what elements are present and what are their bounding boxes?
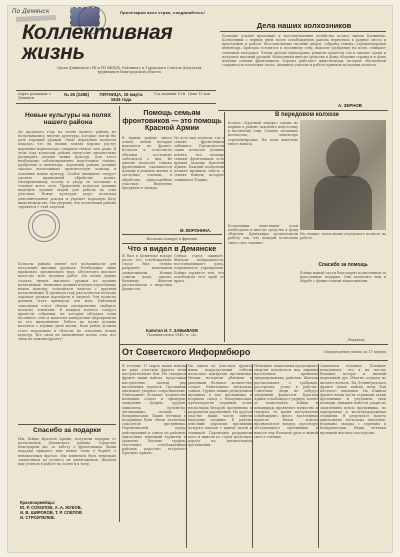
handwritten-note: По Демянск <box>12 8 50 15</box>
photo-figure-body <box>314 176 372 230</box>
center-text-1: В нашем районе много семей, члены которых находятся на фронте. Колхозы и сельсоветы обязаны постоянно заботиться о них. Во многих колхозах семьям фронтовиков оказывается помощь в ремонте жилья, в заготовке топлива, в обработке приусадебных участков. Выделены продукты и одежда. <box>122 136 172 190</box>
center-strip: Колхозы пишут о фронте <box>122 234 222 244</box>
center-text-3: Я был в Демянске вскоре после его освобождения. Город был сильно разрушен немецкими захватчиками. Немцы сожгли дома, школы, больницу. Жители рассказывали о зверствах фашистов. <box>122 254 172 292</box>
top-right-signature: А. ЗЕРНОВ <box>338 103 362 108</box>
bottom-heading: От Советского Информбюро <box>122 347 251 357</box>
center-heading: Помощь семьям фронтовиков — это помощь Красной Армии <box>122 110 222 133</box>
newspaper-title: Коллективная жизнь <box>22 21 173 64</box>
left-text-3: Мы, бойцы Красной Армии, получили подарки от колхозников Демянского района. Сердечно благодарим вас за заботу о фронтовиках. Ваши подарки придают нам новые силы в борьбе с ненавистным врагом. Мы клянемся бить немецких захватчиков до полного их уничтожения. Желаем вам успехов в работе на полях и в тылу. <box>18 437 116 466</box>
center-caption: Капитан И. Г. ЗАБЫВАЕВ <box>145 328 199 333</box>
left-text-1: До прошлого года на полях нашего района не возделывались многие культуры, которые могли бы дать хороший урожай. Опыт передовых колхозов показал, что на наших землях хорошо растут кормовые корнеплоды, сахарная свекла, лен, рожь. В этом году колхозам района предстоит значительно расширить посевы новых культур. Для этого необходимо заблаговременно подготовить семена, удобрения и инвентарь. Агрономы района должны оказать колхозникам практическую помощь в освоении новых культур. Особое внимание следует уделить правильной обработке почвы, своевременному посеву и уходу за посевами в течение всего лета. Правления колхозов должны выделить лучших людей для работы на этих участках. Новые культуры дадут колхозам дополнительные доходы и укрепят кормовую базу животноводства. Мы уверены, что колхозники района справятся с этой задачей. <box>18 130 116 209</box>
right-heading: В передовом колхозе <box>274 112 339 118</box>
left-text-2: Колхозы района имеют все возможности для получения высоких урожаев. Необходимо лишь правильно организовать труд, обеспечить высокое качество всех полевых работ. На полях нужно создать звенья высокого урожая из лучших колхозников. Звеньевые должны изучить агротехнику новых культур, поделиться опытом с другими колхозниками. В прошлом году ряд колхозов получил хорошие урожаи картофеля и овощей. Эти колхозы должны стать примером для всех. Районный земельный отдел обязан своевременно снабдить колхозы семенами. В каждом колхозе следует провести собрания, на которых обсудить план весеннего сева и наметить конкретные мероприятия по его выполнению. Работа на полях должна начаться с первых дней весны. Наш район должен стать передовым в области по освоению новых культур. Все силы на выполнение плана сева, все силы на помощь фронту! <box>18 262 116 341</box>
top-right-text: Большие усилия приложил к восстановлению хозяйства колхоз имени Калинина. Колхозники с первых дней после освобождения района вернулись в родные места и приступили к работе. Восстановлены скотные дворы, собраны семена, отремонтирован инвентарь. Бригады готовятся к весеннему севу, вывозят удобрения на поля, очищают семенной материал. Члены артели единодушно решили провести сев в сжатые сроки и получить высокий урожай. Колхозники внесли средства в фонд обороны страны и в фонд помощи семьям фронтовиков. Хорошо работают животноводы, которые обеспечили сохранность поголовья скота. Активное участие в работе приняла молодежь колхоза. <box>222 34 386 68</box>
center-article-heading: Что я видел в Демянске <box>127 244 217 253</box>
bottom-text-3: Немецкие захватчики продолжают зверски издеваться над мирным населением временно оккупированных районов. Жители рассказывают о грабежах, расстрелах, угоне в рабство. Советские люди не забудут злодеяний фашистов. Красная Армия освобождает родную землю от захватчиков. Бойцы и командиры проявляют мужество и героизм. За время наступления освобождено много населенных пунктов. Наши войска продвигаются вперед, преследуя отступающего противника и нанося ему большой урон в живой силе и технике. <box>254 364 318 439</box>
right-subheading: Спасибо за помощь <box>318 262 368 268</box>
center-text-2: Но есть еще колхозы, где о семьях фронтовиков забывают. Руководители таких колхозов должны понять, что помощь семьям фронтовиков есть прямая помощь Красной Армии. Каждый колхозник должен проявить заботу о семьях бойцов, которые защищают Родину. <box>174 136 224 182</box>
left-heading: Новые культуры на полях нашего района <box>24 112 111 126</box>
right-text-3: Бойцы нашей части благодарят колхозников за присланные подарки. Они помогают нам в борьбе с фашистскими захватчиками. <box>300 271 386 284</box>
newspaper-page <box>8 6 392 552</box>
bottom-subheading: Оперативная сводка за 17 марта <box>324 350 386 354</box>
photo-figure <box>326 138 360 178</box>
right-text-1: Колхоз «Красный пахарь» одним из первых в районе закончил подготовку к весеннему севу. Семена засыпаны полностью, инвентарь отремонтирован. На поля вывезено много навоза. <box>228 121 298 146</box>
signature-line: Ю. Р. СОКОЛОВ, А. А. ЖУКОВ, <box>20 505 82 510</box>
signature-line: Красноармейцы: <box>20 500 56 505</box>
photo-portrait <box>300 120 386 230</box>
masthead-subtitle: Орган Демянского РК и РИ ВКП(б), Районного и Городского Советов Депутатов трудящихся Новгородской области <box>56 66 202 75</box>
left-signatures <box>20 500 116 520</box>
issue-price: Цена 10 коп. <box>188 92 212 96</box>
masthead-slogan: Пролетарии всех стран, соединяйтесь! <box>120 10 206 15</box>
right-footer: Редактор <box>348 338 365 342</box>
postmark-inner-ring <box>32 214 56 238</box>
center-text-4: Сейчас город оживает. Жители возвращаются, восстанавливают дома, открываются учреждения. Бойцы гордятся тем, что освободили этот край от врага. <box>174 254 224 283</box>
bottom-text-4: Захвачены пленные. Пленные показывают, что в их частях большие потери и низкий моральный дух. Многие солдаты не желают воевать. На Ленинградском фронте наши войска вели бои местного значения. На Южном фронте наши части отражали атаки противника и улучшили свои позиции. Авиация нанесла удары по скоплениям войск противника, по аэродромам и железнодорожным станциям. В результате налета уничтожено несколько эшелонов, взорваны склады с горючим и боеприпасами. Наши летчики проявили высокое мастерство. <box>320 364 386 435</box>
issue-date: ПЯТНИЦА, 19 марта 1943 года <box>99 92 143 102</box>
top-right-heading: Дела наших колхозников <box>256 21 352 30</box>
signature-line: И. СТРОИТЕЛЕВ. <box>20 515 56 520</box>
center-signature: М. ВОРОНИНА. <box>180 228 212 233</box>
photo-caption: На снимке: колхозница передового колхоза на работе. <box>300 232 386 241</box>
issue-number: № 26 (2486) <box>64 92 89 97</box>
bottom-text-1: В течение 17 марта наши войска на ряде участков фронта вели наступательные бои. На Западном фронте наши войска, продолжая наступление, заняли ряд населенных пунктов. Противник оказывает упорное сопротивление. Уничтожено большое количество немецких солдат и офицеров, захвачены трофеи: орудия, минометы, пулеметы, автомашины, склады с боеприпасами. Наши летчики в воздушных боях сбили несколько самолетов противника. Партизанский отряд, действующий в одном из районов, уничтожил немецкий гарнизон и захватил богатые трофеи. Население освобожденных районов радостно встречает Красную Армию. <box>122 364 186 456</box>
center-caption-2: Полевая почта 1945, ч. «А» <box>147 333 197 337</box>
bottom-text-2: На одном из участков фронта наши подразделения отбили несколько контратак противника. Немцы потеряли убитыми и ранеными большое количество солдат. Уничтожено несколько танков. Группа наших разведчиков проникла в тыл противника и взорвала склад с боеприпасами. Артиллеристы подавили огонь нескольких батарей противника и разрушили укрепления. На другом участке наши части заняли выгодные позиции. В районе действий партизан противник потерял эшелон с живой силой и техникой. Партизаны разрушили мост и вывели из строя железную дорогу на значительном протяжении. <box>188 364 252 447</box>
signature-line: И. В. ШИРОКОВ, Т. Р. СЛЕПОВ <box>20 510 82 515</box>
left-heading-2: Спасибо за подарки <box>33 427 101 434</box>
right-text-2: Колхозники выполнили план хлебосдачи и внесли средства в фонд обороны. Бригадиры организовали работу так, что каждый колхозник знает свое задание. <box>228 224 298 245</box>
address-note: Адрес редакции: г. Демянск <box>18 92 52 101</box>
issue-year: Год издания 10-й <box>154 92 186 96</box>
